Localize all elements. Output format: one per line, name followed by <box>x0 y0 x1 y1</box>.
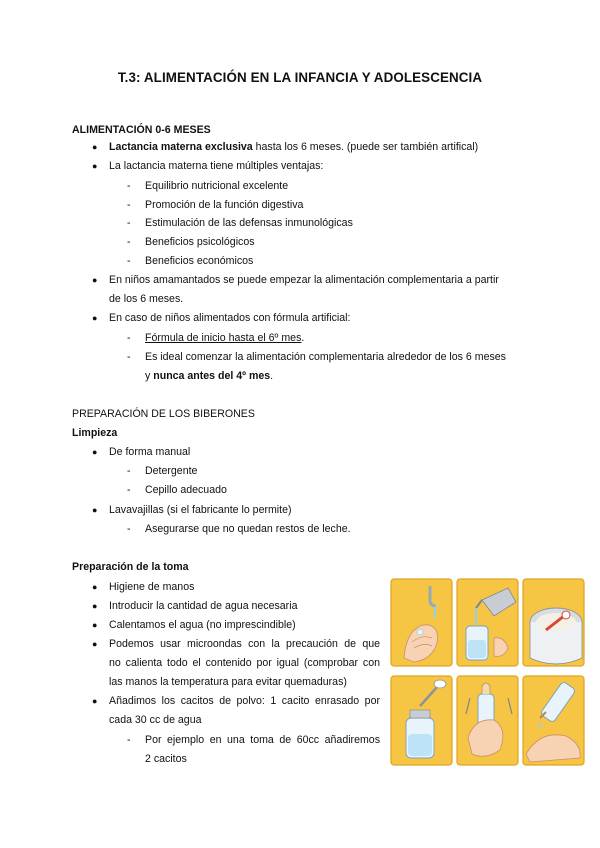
list-item: En niños amamantados se puede empezar la alimentación complementaria a partir <box>109 274 499 286</box>
sub-list-item: Beneficios económicos <box>145 255 254 267</box>
list-item: De forma manual <box>109 446 191 458</box>
dash-icon: - <box>127 332 131 344</box>
list-item: En caso de niños alimentados con fórmula artificial: <box>109 312 351 324</box>
bottle-preparation-illustration <box>390 578 585 766</box>
bold-text: Lactancia materna exclusiva <box>109 141 253 153</box>
sub-list-item: Equilibrio nutricional excelente <box>145 180 289 192</box>
underlined-text: Fórmula de inicio hasta el 6º mes <box>145 332 302 344</box>
bold-text: nunca antes del 4º mes <box>153 370 271 382</box>
subheading-preparacion-toma: Preparación de la toma <box>72 561 189 573</box>
section-heading-biberones: PREPARACIÓN DE LOS BIBERONES <box>72 408 255 420</box>
text: . <box>301 332 305 344</box>
bullet-icon: ● <box>92 620 98 630</box>
dash-icon: - <box>127 255 131 267</box>
sub-list-item: Asegurarse que no quedan restos de leche. <box>145 523 351 535</box>
sub-list-item-continuation <box>145 369 273 383</box>
list-item: Podemos usar microondas con la precaución de que <box>109 638 380 650</box>
bullet-icon: ● <box>92 505 98 515</box>
dash-icon: - <box>127 199 131 211</box>
list-item-continuation: no calienta todo el contenido por igual (comprobar con <box>109 657 380 669</box>
bullet-icon: ● <box>92 142 98 152</box>
formula-tin-icon <box>530 608 582 664</box>
dash-icon: - <box>127 484 131 496</box>
dash-icon: - <box>127 465 131 477</box>
list-item: Introducir la cantidad de agua necesaria <box>109 600 298 612</box>
sub-list-item <box>145 331 304 345</box>
page-title: T.3: ALIMENTACIÓN EN LA INFANCIA Y ADOLESCENCIA <box>117 70 483 85</box>
section-heading-alimentacion: ALIMENTACIÓN 0-6 MESES <box>72 124 211 136</box>
dash-icon: - <box>127 236 131 248</box>
sub-list-item: Estimulación de las defensas inmunológicas <box>145 217 353 229</box>
list-item-continuation: cada 30 cc de agua <box>109 714 202 726</box>
dash-icon: - <box>127 523 131 535</box>
subheading-limpieza: Limpieza <box>72 427 118 439</box>
text: hasta los 6 meses. (puede ser también artifical) <box>252 141 479 153</box>
dash-icon: - <box>127 217 131 229</box>
text: . <box>270 370 274 382</box>
sub-list-item: Es ideal comenzar la alimentación complementaria alrededor de los 6 meses <box>145 351 506 363</box>
dash-icon: - <box>127 351 131 363</box>
dash-icon: - <box>127 734 131 746</box>
bullet-icon: ● <box>92 582 98 592</box>
list-item: Higiene de manos <box>109 581 195 593</box>
bullet-icon: ● <box>92 601 98 611</box>
sub-list-item: Beneficios psicológicos <box>145 236 255 248</box>
sub-list-item-continuation: 2 cacitos <box>145 753 187 765</box>
text: y <box>145 370 154 382</box>
sub-list-item: Promoción de la función digestiva <box>145 199 304 211</box>
bullet-icon: ● <box>92 313 98 323</box>
list-item: Calentamos el agua (no imprescindible) <box>109 619 296 631</box>
list-item: La lactancia materna tiene múltiples ventajas: <box>109 160 324 172</box>
sub-list-item: Por ejemplo en una toma de 60cc añadiremos <box>145 734 380 746</box>
bullet-icon: ● <box>92 275 98 285</box>
list-item: Añadimos los cacitos de polvo: 1 cacito enrasado por <box>109 695 380 707</box>
sub-list-item: Cepillo adecuado <box>145 484 227 496</box>
bullet-icon: ● <box>92 639 98 649</box>
bullet-icon: ● <box>92 161 98 171</box>
dash-icon: - <box>127 180 131 192</box>
sub-list-item: Detergente <box>145 465 198 477</box>
list-item-continuation: de los 6 meses. <box>109 293 184 305</box>
bullet-icon: ● <box>92 447 98 457</box>
list-item-continuation: las manos la temperatura para evitar quemaduras) <box>109 676 347 688</box>
list-item: Lavavajillas (si el fabricante lo permite) <box>109 504 292 516</box>
list-item <box>109 140 478 154</box>
bullet-icon: ● <box>92 696 98 706</box>
